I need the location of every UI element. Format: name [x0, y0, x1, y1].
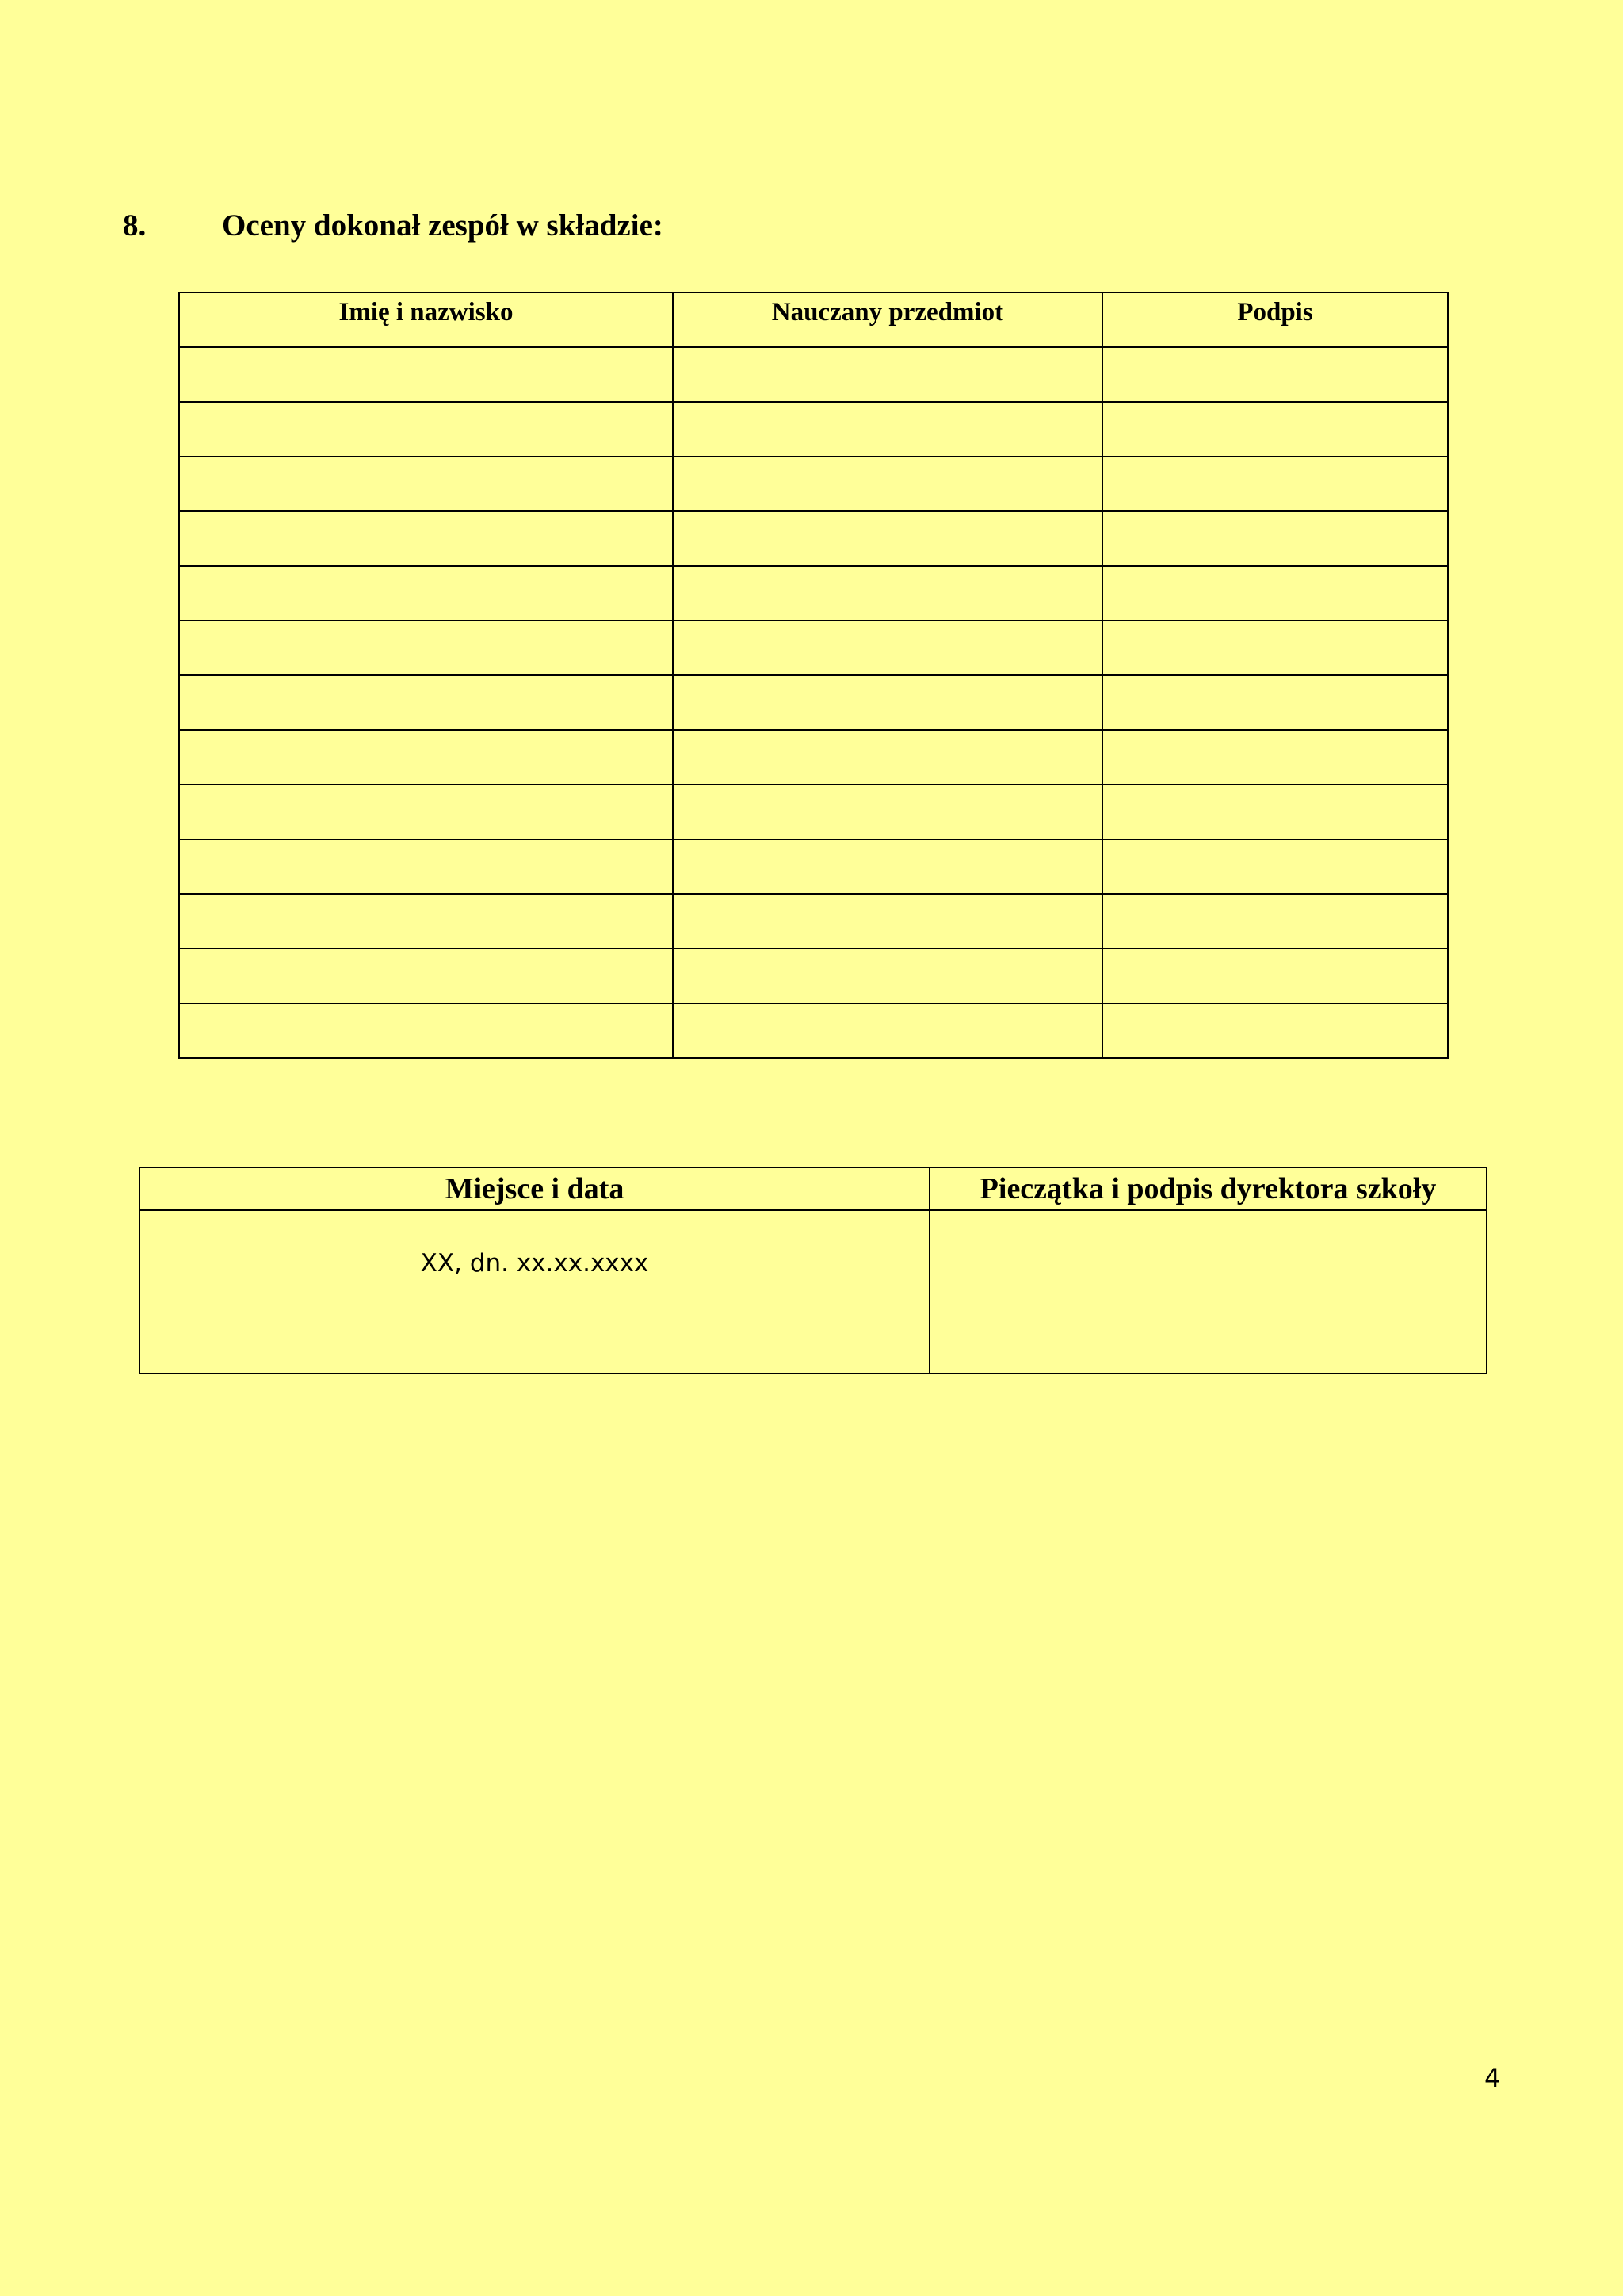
name-cell[interactable] [179, 621, 673, 675]
table-row [179, 730, 1448, 785]
subject-cell[interactable] [673, 566, 1102, 621]
subject-cell[interactable] [673, 949, 1102, 1003]
subject-cell[interactable] [673, 457, 1102, 511]
signature-cell[interactable] [1102, 457, 1448, 511]
signature-cell[interactable] [1102, 621, 1448, 675]
section-title: Oceny dokonał zespół w składzie: [222, 208, 663, 243]
name-cell[interactable] [179, 785, 673, 839]
signature-table-row [139, 1210, 1487, 1373]
stamp-signature-cell[interactable] [930, 1210, 1487, 1373]
column-header-signature: Podpis [1102, 292, 1448, 347]
column-header-stamp-signature: Pieczątka i podpis dyrektora szkoły [930, 1167, 1487, 1210]
subject-cell[interactable] [673, 347, 1102, 402]
subject-cell[interactable] [673, 621, 1102, 675]
column-header-place-date: Miejsce i data [139, 1167, 930, 1210]
signature-cell[interactable] [1102, 730, 1448, 785]
table-row [179, 839, 1448, 894]
subject-cell[interactable] [673, 675, 1102, 730]
subject-cell[interactable] [673, 1003, 1102, 1058]
signature-cell[interactable] [1102, 511, 1448, 566]
table-row [179, 457, 1448, 511]
signature-cell[interactable] [1102, 347, 1448, 402]
name-cell[interactable] [179, 949, 673, 1003]
table-row [179, 785, 1448, 839]
section-number: 8. [123, 208, 147, 243]
signature-cell[interactable] [1102, 1003, 1448, 1058]
name-cell[interactable] [179, 1003, 673, 1058]
signature-table-header-row [139, 1167, 1487, 1210]
subject-cell[interactable] [673, 785, 1102, 839]
signature-cell[interactable] [1102, 402, 1448, 457]
team-table-header-row [179, 292, 1448, 347]
team-table [178, 292, 1449, 1059]
table-row [179, 566, 1448, 621]
signature-table [139, 1167, 1487, 1374]
signature-cell[interactable] [1102, 839, 1448, 894]
table-row [179, 402, 1448, 457]
team-table-body [179, 347, 1448, 1058]
signature-cell[interactable] [1102, 785, 1448, 839]
subject-cell[interactable] [673, 511, 1102, 566]
signature-cell[interactable] [1102, 566, 1448, 621]
name-cell[interactable] [179, 894, 673, 949]
table-row [179, 894, 1448, 949]
subject-cell[interactable] [673, 839, 1102, 894]
signature-cell[interactable] [1102, 894, 1448, 949]
subject-cell[interactable] [673, 730, 1102, 785]
column-header-subject: Nauczany przedmiot [673, 292, 1102, 347]
table-row [179, 347, 1448, 402]
subject-cell[interactable] [673, 402, 1102, 457]
section-heading [123, 208, 663, 245]
place-date-value: XX, dn. xx.xx.xxxx [420, 1249, 649, 1278]
name-cell[interactable] [179, 675, 673, 730]
subject-cell[interactable] [673, 894, 1102, 949]
table-row [179, 675, 1448, 730]
page-number: 4 [1484, 2063, 1501, 2093]
place-date-cell[interactable] [139, 1210, 930, 1373]
name-cell[interactable] [179, 402, 673, 457]
name-cell[interactable] [179, 457, 673, 511]
name-cell[interactable] [179, 839, 673, 894]
table-row [179, 621, 1448, 675]
column-header-name: Imię i nazwisko [179, 292, 673, 347]
signature-cell[interactable] [1102, 949, 1448, 1003]
name-cell[interactable] [179, 566, 673, 621]
name-cell[interactable] [179, 730, 673, 785]
name-cell[interactable] [179, 347, 673, 402]
table-row [179, 949, 1448, 1003]
table-row [179, 1003, 1448, 1058]
name-cell[interactable] [179, 511, 673, 566]
table-row [179, 511, 1448, 566]
signature-cell[interactable] [1102, 675, 1448, 730]
